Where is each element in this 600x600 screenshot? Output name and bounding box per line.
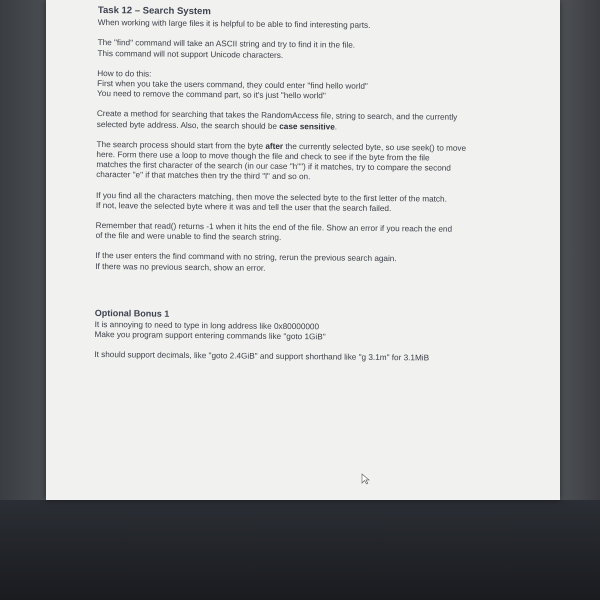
document-content bbox=[94, 6, 518, 375]
rerun-paragraph bbox=[95, 251, 515, 276]
text-line: If the user enters the find command with no string, rerun the previous search again. bbox=[95, 251, 397, 264]
find-command-paragraph bbox=[97, 38, 517, 63]
desk-background bbox=[0, 500, 600, 600]
text-line: Remember that read() returns -1 when it hits the end of the file. Show an error if you reach the end bbox=[95, 221, 453, 234]
text-line: When working with large files it is helpful to be able to find interesting parts. bbox=[97, 18, 371, 31]
text-line: matches the first character of the search (in our case "h"") if it matches, try to compare the second bbox=[96, 160, 451, 173]
text-line: of the file and were unable to find the search string. bbox=[95, 231, 282, 243]
text-line: If you find all the characters matching, then move the selected byte to the first letter of the match. bbox=[95, 190, 447, 204]
text-line: The "find" command will take an ASCII string and try to find it in the file. bbox=[97, 38, 356, 51]
emphasis-text: case sensitive bbox=[279, 121, 335, 132]
text-line: If there was no previous search, show an error. bbox=[95, 261, 266, 273]
bonus-extra-paragraph bbox=[94, 350, 514, 365]
text-line: If not, leave the selected byte where it was and tell the user that the search failed. bbox=[95, 200, 392, 213]
text-line: It should support decimals, like "goto 2.4GiB" and support shorthand like "g 3.1m" for 3.1MiB bbox=[94, 350, 430, 363]
bonus-paragraph bbox=[94, 320, 514, 345]
text-segment: . bbox=[334, 122, 338, 132]
emphasis-text: after bbox=[265, 141, 284, 151]
eof-paragraph bbox=[96, 221, 516, 246]
text-line: First when you take the users command, they could enter "find hello world" bbox=[97, 79, 368, 91]
right-window-edge bbox=[560, 0, 600, 500]
text-segment: selected byte address. Also, the search should be bbox=[96, 119, 280, 131]
search-process-paragraph bbox=[96, 140, 516, 185]
intro-paragraph bbox=[98, 18, 518, 33]
text-line: here. Form there use a loop to move though the file and check to see if the byte from the file bbox=[96, 150, 430, 163]
bonus-title: Optional Bonus 1 bbox=[94, 307, 170, 319]
mouse-pointer-icon bbox=[361, 473, 371, 485]
text-line: This command will not support Unicode characters. bbox=[97, 48, 284, 60]
how-to-paragraph bbox=[97, 69, 517, 104]
match-paragraph bbox=[96, 191, 516, 216]
create-method-paragraph bbox=[97, 109, 517, 134]
text-line: You need to remove the command part, so it's just "hello world" bbox=[97, 89, 326, 101]
text-line: Make you program support entering commands like "goto 1GiB" bbox=[94, 330, 326, 342]
text-line: character "e" if that matches then try the third "l" and so on. bbox=[96, 170, 311, 182]
text-line: It is annoying to need to type in long address like 0x80000000 bbox=[94, 320, 320, 332]
task-title: Task 12 – Search System bbox=[97, 5, 211, 18]
text-line: Create a method for searching that takes the RandomAccess file, string to search, and the currently bbox=[96, 109, 458, 123]
text-segment: The search process should start from the byte bbox=[96, 139, 266, 151]
text-line: How to do this: bbox=[97, 68, 152, 79]
document-page[interactable] bbox=[46, 0, 560, 500]
text-segment: the currently selected byte, so use seek() to move bbox=[283, 141, 467, 153]
left-window-edge bbox=[0, 0, 46, 500]
